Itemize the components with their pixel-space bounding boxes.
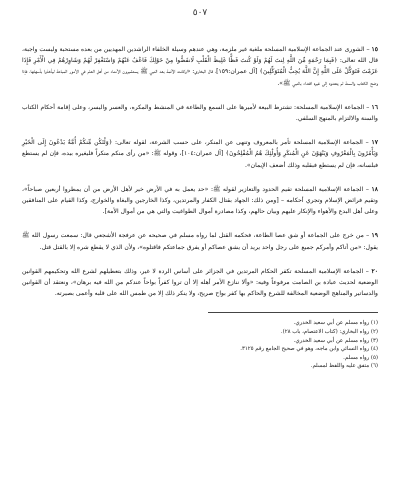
paragraph-number: ٢٠ [371,267,378,275]
footnotes [22,319,378,371]
paragraph [22,230,378,252]
paragraph-text: – الجماعة الإسلامية المسلحة تكفر الحكام المرتدين في الجزائر على أساس الردة لا غير، وذلك بتعطيلهم لشرع الله وتحكيمهم القوانين الوضعية لحديث عبادة بن الصامت مرفوعاً وفيه: «وألا ننازع الأمر أهله إلا أن تروا كفراً بواحاً عندكم من الله فيه برهان»، ونعتقد أن القوانين والدساتير والمناهج الوضعية المخالفة للشرع والحاكم بها كفر بواح صريح، ولا ينكر ذلك إلا من طمس الله على قلبه وأعمى بصيرته. [22,267,378,298]
paragraph-number: ١٦ [371,103,378,111]
paragraph-text: – من خرج على الجماعة أو شق عصا الطاعة، فحكمه القتل لما رواه مسلم في صحيحه عن عرفجة الأشجعي قال: سمعت رسول الله ﷺ يقول: «من أتاكم وأمركم جميع على رجل واحد يريد أن يشق عصاكم أو يفرق جماعتكم فاقتلوه»، ولأن الذي لا يقطع شره إلا بالقتل قتل. [22,232,378,251]
paragraph-number: ١٧ [371,139,378,147]
page-number: ٥٠٧ [192,8,208,18]
paragraph-text: – الجماعة الإسلامية المسلحة تأمر بالمعروف وتنهى عن المنكر، على حسب الشرعة، لقوله تعالى: ﴿وَلْتَكُن مِّنكُمْ أُمَّةٌ يَدْعُونَ إِلَى الْخَيْرِ وَيَأْمُرُونَ بِالْمَعْرُوفِ وَيَنْهَوْنَ عَنِ الْمُنكَرِ وَأُولَٰئِكَ هُمُ الْمُفْلِحُونَ﴾ [آل عمران:١٠٤]، وقوله ﷺ: «من رأى منكم منكراً فليغيره بيده، فإن لم يستطع فبلسانه، فإن لم يستطع فبقلبه وذلك أضعف الإيمان». [22,139,378,169]
paragraph-text: – الجماعة الإسلامية المسلحة: تشترط البيعة لأميرها على السمع والطاعة في المنشط والمكره، والعسر واليسر، وعلى إقامة أحكام الكتاب والسنة والالتزام بالمنهج السلفي. [22,103,378,123]
paragraph [22,184,378,218]
paragraph-number: ١٨ [371,185,378,193]
paragraph-text: – الشورى عند الجماعة الإسلامية المسلحة ملغية غير ملزمة، وهي عندهم وسيلة الخلفاء الراشدين المهديين من بعده مستحبة وليست واجبة، قال الله تعالى: ﴿فَبِمَا رَحْمَةٍ مِّنَ اللَّهِ لِنتَ لَهُمْ وَلَوْ كُنتَ فَظًّا غَلِيظَ الْقَلْبِ لَانفَضُّوا مِنْ حَوْلِكَ فَاعْفُ عَنْهُمْ وَاسْتَغْفِرْ لَهُمْ وَشَاوِرْهُمْ فِي الْأَمْرِ فَإِذَا عَزَمْتَ فَتَوَكَّلْ عَلَى اللَّهِ إِنَّ اللَّهَ يُحِبُّ الْمُتَوَكِّلِينَ﴾ [آل عمران:١٥٩]، قال البخاري: «وكانت الأئمة بعد النبي ﷺ يستشيرون الأمناء من أهل العلم في الأمور المباحة ليأخذوا بأسهلها، فإذا وضح الكتاب والسنة لم يتعدوه إلى غيره اقتداء بالنبي ﷺ». [22,46,378,87]
paragraph [22,137,378,171]
footnote: (٥) رواه مسلم. [343,354,378,361]
paragraph [22,44,378,89]
paragraph-text: – الجماعة الإسلامية المسلحة تقيم الحدود والتعازير لقوله ﷺ: «حد يعمل به في الأرض خير لأهل الأرض من أن يمطروا أربعين صباحاً»، وتقيم فرائض الإسلام وتجري أحكامه – [ومن ذلك: الجهاد بقتال الكفار والمرتدين، وكذا الخارجين والبغاة والخوارج، وكذا القيام على المنافقين وعلى أهل البدع والأهواء والإنكار عليهم وبيان حالهم، وكذا مصادرة أموال الطواغيت والتي هي من أموال الأمة]. [22,185,378,216]
footnote: (١) رواه مسلم عن أبي سعيد الخدري. [293,320,378,327]
footnote: (٤) رواه النسائي وابن ماجه، وهو في صحيح الجامع رقم ٣١٢٥. [240,346,378,353]
paragraph-list [22,44,378,299]
footnote: (٦) متفق عليه واللفظ لمسلم. [310,363,378,370]
paragraph-number: ١٩ [371,232,379,240]
footnote-divider [208,312,378,313]
paragraph-number: ١٥ [371,46,378,53]
footnote: (٣) رواه مسلم عن أبي سعيد الخدري. [293,337,378,344]
paragraph [22,266,378,300]
footnote: (٢) رواه البخاري: (كتاب الاعتصام، باب ٢٨). [280,329,378,336]
paragraph [22,102,378,124]
